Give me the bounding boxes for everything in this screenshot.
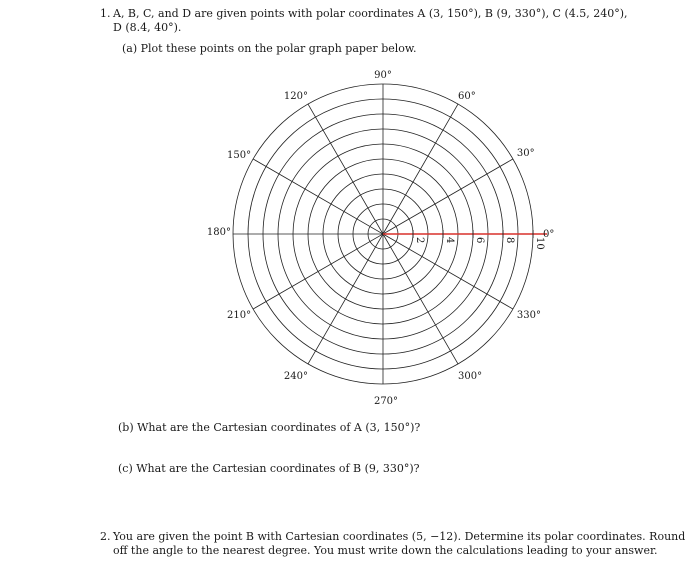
question-1-part-a: (a) Plot these points on the polar graph paper below. — [122, 42, 417, 55]
polar-spoke-120 — [308, 104, 383, 234]
angle-label-300: 300° — [458, 370, 483, 382]
angle-label-330: 330° — [516, 310, 541, 321]
angle-label-270: 270° — [373, 396, 399, 407]
angle-label-0: 0° — [543, 229, 555, 240]
question-1-part-b: (b) What are the Cartesian coordinates of A (3, 150°)? — [118, 421, 421, 434]
radius-label-2: 2 — [414, 237, 425, 244]
radius-label-4: 4 — [444, 237, 455, 244]
question-1-part-c: (c) What are the Cartesian coordinates of B (9, 330°)? — [118, 462, 420, 475]
angle-label-180: 180° — [206, 227, 231, 238]
angle-label-120: 120° — [283, 91, 308, 103]
polar-spoke-30 — [383, 159, 513, 234]
polar-spoke-330 — [383, 234, 513, 309]
angle-label-210: 210° — [227, 310, 252, 321]
radius-label-6: 6 — [474, 237, 485, 244]
polar-spoke-150 — [253, 159, 383, 234]
question-2-statement-line1: You are given the point B with Cartesian coordinates (5, −12). Determine its polar coordinates. Round — [113, 530, 686, 543]
question-1-statement-line2: D (8.4, 40°). — [113, 21, 182, 34]
angle-label-90: 90° — [374, 70, 392, 81]
question-1-number: 1. — [100, 7, 111, 20]
question-2-statement-line2: off the angle to the nearest degree. You must write down the calculations leading to your answer. — [113, 544, 658, 557]
question-2-number: 2. — [100, 530, 111, 543]
polar-spoke-60 — [383, 104, 458, 234]
angle-label-30: 30° — [516, 148, 535, 159]
radius-label-10: 10 — [534, 237, 545, 250]
angle-label-240: 240° — [283, 370, 308, 382]
polar-spoke-210 — [253, 234, 383, 309]
radius-label-8: 8 — [504, 237, 515, 244]
polar-spoke-300 — [383, 234, 458, 364]
angle-label-150: 150° — [227, 150, 252, 161]
polar-spoke-240 — [308, 234, 383, 364]
question-1-statement-line1: A, B, C, and D are given points with polar coordinates A (3, 150°), B (9, 330°), C (4.5, 240°), — [113, 7, 628, 20]
angle-label-60: 60° — [458, 91, 476, 103]
